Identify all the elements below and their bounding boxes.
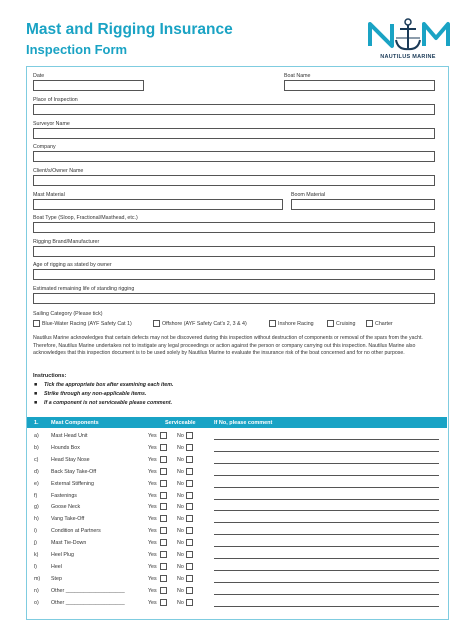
bullet-1: ■: [34, 382, 38, 388]
comment-line[interactable]: [214, 487, 439, 488]
yes-checkbox[interactable]: [160, 492, 167, 499]
row-letter: m): [34, 576, 41, 582]
no-label: No: [177, 600, 184, 606]
no-checkbox[interactable]: [186, 551, 193, 558]
comment-line[interactable]: [214, 546, 439, 547]
bullet-3: ■: [34, 400, 38, 406]
row-letter: h): [34, 516, 39, 522]
yes-checkbox[interactable]: [160, 587, 167, 594]
place-label: Place of Inspection: [33, 97, 78, 103]
checkbox-cruising[interactable]: [327, 320, 334, 327]
comment-line[interactable]: [214, 558, 439, 559]
row-component-name: Mast Head Unit: [51, 433, 88, 439]
row-letter: b): [34, 445, 39, 451]
row-letter: f): [34, 493, 38, 499]
company-label: Company: [33, 144, 56, 150]
header-components: Mast Components: [51, 420, 99, 426]
row-component-name: Condition at Partners: [51, 528, 101, 534]
logo-text: NAUTILUS MARINE: [380, 54, 436, 60]
no-checkbox[interactable]: [186, 456, 193, 463]
row-component-name: Fastenings: [51, 493, 77, 499]
row-component-name: Vang Take-Off: [51, 516, 85, 522]
yes-checkbox[interactable]: [160, 527, 167, 534]
date-field[interactable]: [33, 80, 144, 91]
yes-label: Yes: [148, 564, 157, 570]
rigging-brand-label: Rigging Brand/Manufacturer: [33, 239, 100, 245]
yes-label: Yes: [148, 588, 157, 594]
option-offshore: Offshore (AYF Safety Cat's 2, 3 & 4): [162, 321, 247, 327]
yes-label: Yes: [148, 540, 157, 546]
yes-checkbox[interactable]: [160, 456, 167, 463]
comment-line[interactable]: [214, 534, 439, 535]
yes-checkbox[interactable]: [160, 444, 167, 451]
header-serviceable: Serviceable: [165, 420, 196, 426]
header-number: 1.: [34, 420, 39, 426]
acknowledgement-text: Nautilus Marine acknowledges that certain defects may not be discovered during this inspection without destruction of components or removal of the spars from the yacht. Therefore, Nautilus Marine undertakes not to instigate any legal proceedings or action against the person or company carrying out this inspection. Nautilus Marine also acknowledges that this inspection document is to be used solely by Nautilus Marine to evaluate the insurance risk of the boat concerned and for no other purpose.: [33, 335, 423, 357]
option-cruising: Cruising: [336, 321, 356, 327]
yes-label: Yes: [148, 528, 157, 534]
no-label: No: [177, 481, 184, 487]
no-label: No: [177, 564, 184, 570]
comment-line[interactable]: [214, 594, 439, 595]
comment-line[interactable]: [214, 451, 439, 452]
no-label: No: [177, 528, 184, 534]
row-letter: g): [34, 504, 39, 510]
row-component-name: Other ____________________: [51, 588, 125, 594]
no-label: No: [177, 433, 184, 439]
comment-line[interactable]: [214, 499, 439, 500]
yes-checkbox[interactable]: [160, 515, 167, 522]
checkbox-inshore[interactable]: [269, 320, 276, 327]
surveyor-field[interactable]: [33, 128, 435, 139]
row-component-name: Hounds Box: [51, 445, 80, 451]
row-letter: i): [34, 528, 37, 534]
mast-material-field[interactable]: [33, 199, 283, 210]
instruction-3: If a component is not serviceable please comment.: [44, 400, 173, 406]
option-charter: Charter: [375, 321, 393, 327]
title-line-1: Mast and Rigging Insurance: [26, 21, 233, 38]
checkbox-blue-water[interactable]: [33, 320, 40, 327]
comment-line[interactable]: [214, 522, 439, 523]
comment-line[interactable]: [214, 582, 439, 583]
instruction-1: Tick the appropriate box after examining each item.: [44, 382, 174, 388]
row-component-name: Mast Tie-Down: [51, 540, 87, 546]
no-label: No: [177, 516, 184, 522]
no-checkbox[interactable]: [186, 468, 193, 475]
comment-line[interactable]: [214, 439, 439, 440]
yes-label: Yes: [148, 457, 157, 463]
row-component-name: Other ____________________: [51, 600, 125, 606]
row-letter: j): [34, 540, 37, 546]
row-component-name: Head Stay Nose: [51, 457, 90, 463]
yes-checkbox[interactable]: [160, 432, 167, 439]
row-component-name: Heel: [51, 564, 62, 570]
remaining-life-field[interactable]: [33, 293, 435, 304]
row-component-name: Heel Plug: [51, 552, 74, 558]
comment-line[interactable]: [214, 606, 439, 607]
yes-label: Yes: [148, 504, 157, 510]
form-title: [26, 22, 233, 56]
row-component-name: External Stiffening: [51, 481, 94, 487]
no-checkbox[interactable]: [186, 575, 193, 582]
yes-label: Yes: [148, 469, 157, 475]
no-label: No: [177, 445, 184, 451]
yes-checkbox[interactable]: [160, 551, 167, 558]
sailing-category-label: Sailing Category (Please tick): [33, 311, 103, 317]
yes-label: Yes: [148, 552, 157, 558]
yes-checkbox[interactable]: [160, 503, 167, 510]
yes-label: Yes: [148, 433, 157, 439]
no-label: No: [177, 588, 184, 594]
title-line-2: Inspection Form: [26, 41, 128, 57]
yes-label: Yes: [148, 600, 157, 606]
no-checkbox[interactable]: [186, 563, 193, 570]
no-checkbox[interactable]: [186, 444, 193, 451]
row-letter: l): [34, 564, 37, 570]
no-label: No: [177, 576, 184, 582]
no-checkbox[interactable]: [186, 480, 193, 487]
yes-checkbox[interactable]: [160, 563, 167, 570]
rigging-brand-field[interactable]: [33, 246, 435, 257]
no-checkbox[interactable]: [186, 503, 193, 510]
option-blue-water: Blue-Water Racing (AYF Safety Cat 1): [42, 321, 132, 327]
option-inshore: Inshore Racing: [278, 321, 314, 327]
row-letter: n): [34, 588, 39, 594]
row-component-name: Step: [51, 576, 62, 582]
age-rigging-label: Age of rigging as stated by owner: [33, 262, 112, 268]
no-label: No: [177, 493, 184, 499]
row-letter: a): [34, 433, 39, 439]
row-letter: k): [34, 552, 39, 558]
bullet-2: ■: [34, 391, 38, 397]
boat-name-field[interactable]: [284, 80, 435, 91]
no-label: No: [177, 540, 184, 546]
boat-type-label: Boat Type (Sloop, Fractional/Masthead, etc.): [33, 215, 138, 221]
no-label: No: [177, 469, 184, 475]
yes-label: Yes: [148, 516, 157, 522]
no-label: No: [177, 552, 184, 558]
yes-label: Yes: [148, 481, 157, 487]
header-comment: If No, please comment: [214, 420, 273, 426]
boom-material-label: Boom Material: [291, 192, 326, 198]
instruction-2: Strike through any non-applicable items.: [44, 391, 147, 397]
comment-line[interactable]: [214, 510, 439, 511]
place-field[interactable]: [33, 104, 435, 115]
remaining-life-label: Estimated remaining life of standing rigging: [33, 286, 135, 292]
yes-checkbox[interactable]: [160, 539, 167, 546]
no-checkbox[interactable]: [186, 539, 193, 546]
boom-material-field[interactable]: [291, 199, 435, 210]
table-header: [27, 417, 447, 428]
anchor-icon: [362, 16, 454, 54]
nautilus-marine-logo: [362, 16, 454, 66]
yes-label: Yes: [148, 493, 157, 499]
no-checkbox[interactable]: [186, 492, 193, 499]
yes-label: Yes: [148, 445, 157, 451]
no-label: No: [177, 504, 184, 510]
no-label: No: [177, 457, 184, 463]
clients-label: Client/s/Owner Name: [33, 168, 84, 174]
no-checkbox[interactable]: [186, 587, 193, 594]
no-checkbox[interactable]: [186, 527, 193, 534]
mast-material-label: Mast Material: [33, 192, 65, 198]
boat-type-field[interactable]: [33, 222, 435, 233]
date-label: Date: [33, 73, 45, 79]
company-field[interactable]: [33, 151, 435, 162]
yes-checkbox[interactable]: [160, 480, 167, 487]
yes-checkbox[interactable]: [160, 575, 167, 582]
boat-name-label: Boat Name: [284, 73, 311, 79]
no-checkbox[interactable]: [186, 432, 193, 439]
comment-line[interactable]: [214, 570, 439, 571]
instructions-title: Instructions:: [33, 373, 67, 379]
no-checkbox[interactable]: [186, 515, 193, 522]
comment-line[interactable]: [214, 463, 439, 464]
clients-field[interactable]: [33, 175, 435, 186]
comment-line[interactable]: [214, 475, 439, 476]
row-letter: c): [34, 457, 39, 463]
surveyor-label: Surveyor Name: [33, 121, 70, 127]
row-letter: o): [34, 600, 39, 606]
age-rigging-field[interactable]: [33, 269, 435, 280]
row-letter: e): [34, 481, 39, 487]
checkbox-offshore[interactable]: [153, 320, 160, 327]
yes-label: Yes: [148, 576, 157, 582]
yes-checkbox[interactable]: [160, 468, 167, 475]
yes-checkbox[interactable]: [160, 599, 167, 606]
row-component-name: Back Stay Take-Off: [51, 469, 97, 475]
row-letter: d): [34, 469, 39, 475]
no-checkbox[interactable]: [186, 599, 193, 606]
row-component-name: Goose Neck: [51, 504, 81, 510]
checkbox-charter[interactable]: [366, 320, 373, 327]
